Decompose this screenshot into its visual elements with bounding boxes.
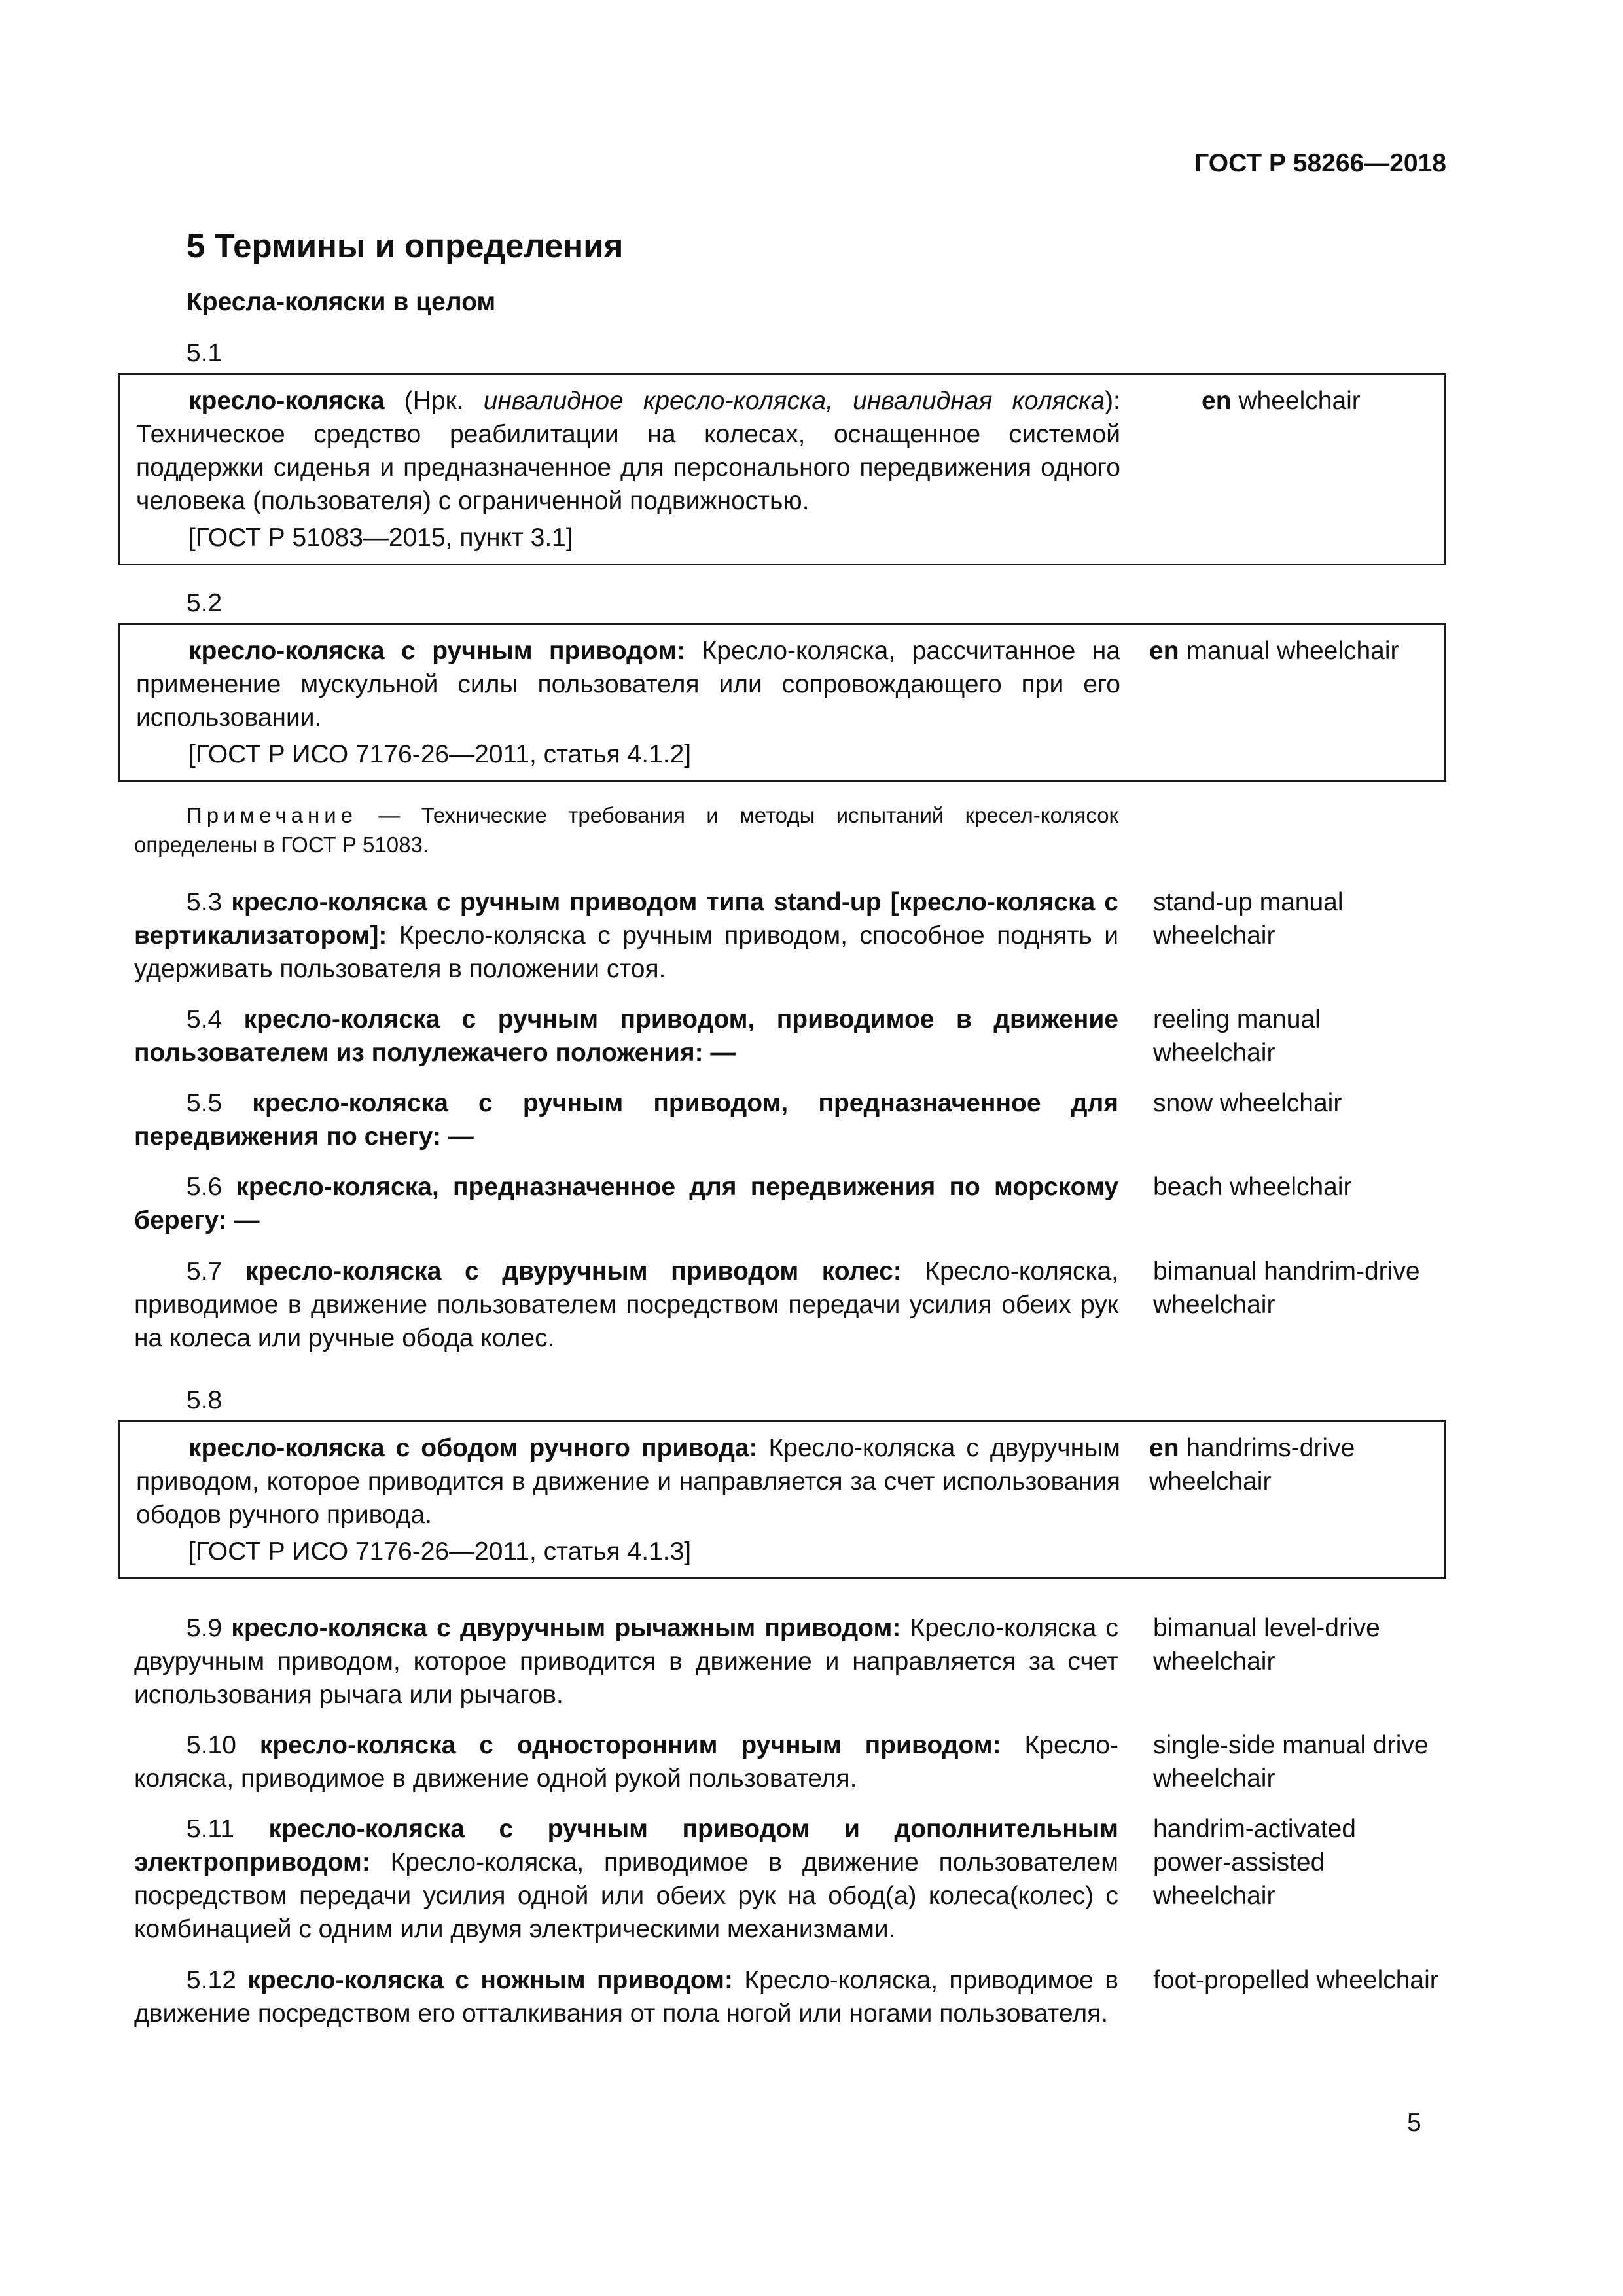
term-5-4: 5.4 кресло-коляска с ручным приводом, приводимое в движение пользователем из полулежачего положения: — (134, 1005, 1118, 1067)
term-english: beach wheelchair (1153, 1173, 1352, 1201)
term-english: stand-up manual wheelchair (1153, 888, 1344, 950)
term-name: кресло-коляска (188, 387, 385, 415)
term-name: кресло-коляска с ободом ручного привода: (188, 1434, 758, 1462)
subsection-title: Кресла-коляски в целом (187, 288, 496, 316)
non-recommended-term: инвалидное кресло-коляска, инвалидная коляска (483, 387, 1105, 415)
term-name: кресло-коляска с двуручным рычажным приводом: (231, 1614, 901, 1642)
term-box-5-2 (118, 623, 1446, 782)
term-5-12: 5.12 кресло-коляска с ножным приводом: Кресло-коляска, приводимое в движение посредством его отталкивания от пола ногой или ногами пользователя. (134, 1966, 1118, 2028)
term-5-3: 5.3 кресло-коляска с ручным приводом типа stand-up [кресло-коляска с вертикализатором]: Кресло-коляска с ручным приводом, способное поднять и удерживать пользователя в положении стоя. (134, 888, 1119, 983)
term-5-5: 5.5 кресло-коляска с ручным приводом, предназначенное для передвижения по снегу: — (134, 1089, 1118, 1151)
term-5-11: 5.11 кресло-коляска с ручным приводом и дополнительным электроприводом: Кресло-коляска, приводимое в движение пользователем посредством передачи усилия одной или обеих рук на обод(а) колеса(колес) с комбинацией с одним или двумя электрическими механизмами. (134, 1815, 1118, 1943)
term-name: кресло-коляска с ножным приводом: (247, 1966, 734, 1994)
term-source: [ГОСТ Р ИСО 7176-26—2011, статья 4.1.3] (188, 1537, 692, 1566)
note: Примечание — Технические требования и методы испытаний кресел-колясок определены в ГОСТ Р 51083. (134, 803, 1118, 857)
term-english: bimanual handrim-drive wheelchair (1153, 1257, 1420, 1319)
term-english: bimanual level-drive wheelchair (1153, 1614, 1380, 1676)
term-english: foot-propelled wheelchair (1153, 1966, 1438, 1994)
term-source: [ГОСТ Р ИСО 7176-26—2011, статья 4.1.2] (188, 740, 692, 768)
term-english: en manual wheelchair (1149, 637, 1399, 665)
term-5-7: 5.7 кресло-коляска с двуручным приводом колес: Кресло-коляска, приводимое в движение пользователем посредством передачи усилия обеих рук на колеса или ручные обода колес. (134, 1257, 1118, 1352)
term-number: 5.2 (187, 589, 223, 617)
term-name: кресло-коляска с ручным приводом, приводимое в движение пользователем из полулежачего положения: — (134, 1005, 1118, 1067)
term-name: кресло-коляска с ручным приводом и дополнительным электроприводом: (134, 1815, 1118, 1876)
term-definition: кресло-коляска с ободом ручного привода: Кресло-коляска с двуручным приводом, которое приводится в движение и направляется за счет использования ободов ручного привода. (136, 1434, 1120, 1529)
term-english: reeling manual wheelchair (1153, 1005, 1321, 1067)
term-definition: кресло-коляска (Нрк. инвалидное кресло-коляска, инвалидная коляска): Техническое средство реабилитации на колесах, оснащенное системой поддержки сиденья и предназначенное для персонального передвижения одного человека (пользователя) с ограниченной подвижностью. (136, 387, 1120, 515)
page-number: 5 (1407, 2109, 1421, 2137)
term-english: en handrims-drive wheelchair (1149, 1434, 1355, 1496)
term-name: кресло-коляска с ручным приводом: (188, 637, 686, 665)
term-english: handrim-activated power-assisted wheelchair (1153, 1815, 1356, 1910)
term-box-5-1 (118, 373, 1446, 565)
term-definition: кресло-коляска с ручным приводом: Кресло-коляска, рассчитанное на применение мускульной силы пользователя или сопровождающего при его использовании. (136, 637, 1120, 732)
term-5-6: 5.6 кресло-коляска, предназначенное для передвижения по морскому берегу: — (134, 1173, 1119, 1234)
term-english: snow wheelchair (1153, 1089, 1342, 1117)
term-5-10: 5.10 кресло-коляска с односторонним ручным приводом: Кресло-коляска, приводимое в движение одной рукой пользователя. (134, 1731, 1119, 1793)
term-english: single-side manual drive wheelchair (1153, 1731, 1429, 1793)
term-name: кресло-коляска с двуручным приводом колес: (245, 1257, 902, 1285)
term-name: кресло-коляска с односторонним ручным приводом: (259, 1731, 1001, 1759)
term-english: en wheelchair (1202, 387, 1361, 415)
term-number: 5.8 (187, 1386, 223, 1414)
term-name: кресло-коляска с ручным приводом типа stand-up [кресло-коляска с вертикализатором]: (134, 888, 1119, 950)
term-source: [ГОСТ Р 51083—2015, пункт 3.1] (188, 524, 573, 552)
term-name: кресло-коляска с ручным приводом, предназначенное для передвижения по снегу: — (134, 1089, 1118, 1151)
document-code: ГОСТ Р 58266—2018 (1194, 149, 1446, 177)
section-title: 5 Термины и определения (187, 227, 624, 264)
term-name: кресло-коляска, предназначенное для передвижения по морскому берегу: — (134, 1173, 1119, 1234)
term-box-5-8 (118, 1420, 1446, 1579)
note-label: Примечание (187, 803, 358, 827)
term-number: 5.1 (187, 339, 223, 367)
term-5-9: 5.9 кресло-коляска с двуручным рычажным приводом: Кресло-коляска с двуручным приводом, которое приводится в движение и направляется за счет использования рычага или рычагов. (134, 1614, 1118, 1709)
